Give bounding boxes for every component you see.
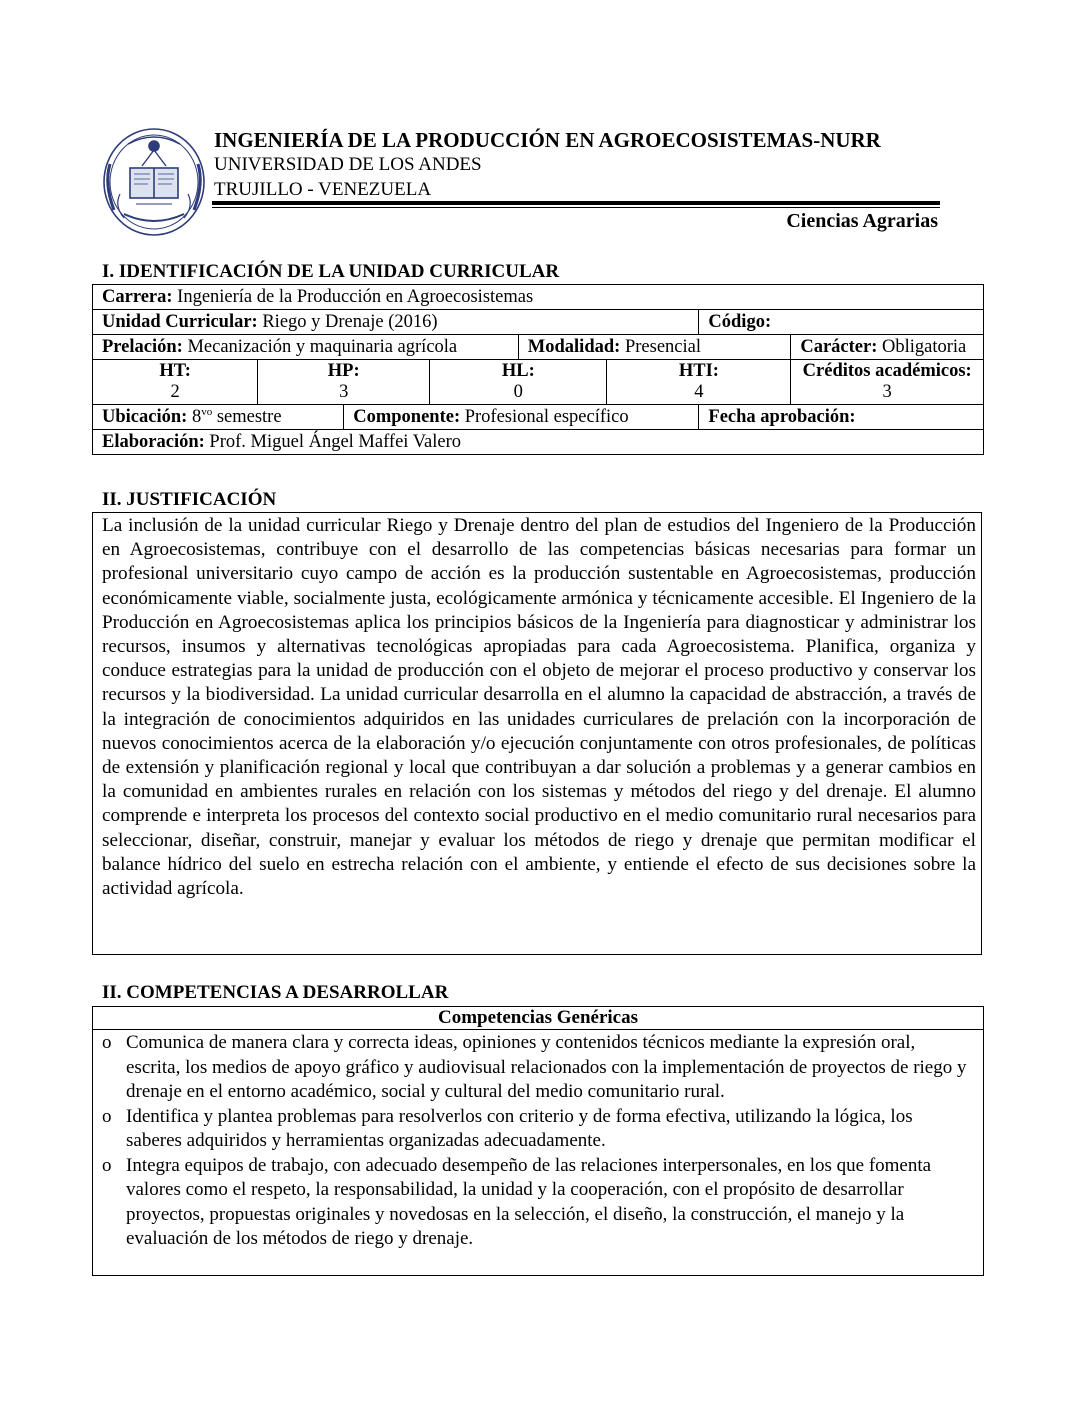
row-unidad <box>93 310 984 335</box>
list-item: o Identifica y plantea problemas para resolverlos con criterio y de forma efectiva, utilizando la lógica, los saberes adquiridos y herramientas organizadas adecuadamente. <box>102 1105 913 1151</box>
bullet-icon: o <box>102 1105 112 1127</box>
identification-table <box>92 284 984 455</box>
list-item: o Comunica de manera clara y correcta ideas, opiniones y contenidos técnicos mediante la expresión oral, escrita, los medios de apoyo gráfico y audiovisual relacionados con la implementación de proyectos de riego y drenaje en el entorno académico, social y cultural del medio comunitario rural. <box>102 1032 967 1102</box>
cell-hti: HTI: 4 <box>607 360 791 405</box>
university-name: UNIVERSIDAD DE LOS ANDES <box>214 154 482 175</box>
faculty-name: Ciencias Agrarias <box>786 210 938 232</box>
cell-ht: HT: 2 <box>93 360 258 405</box>
cell-fecha: Fecha aprobación: <box>699 405 984 430</box>
cell-prelacion: Prelación: Mecanización y maquinaria agrícola <box>93 335 519 360</box>
header-rule-thin <box>212 207 940 208</box>
cell-elaboracion: Elaboración: Prof. Miguel Ángel Maffei Valero <box>93 430 984 455</box>
row-carrera <box>93 285 984 310</box>
header-rule-thick <box>212 201 940 205</box>
cell-ubicacion: Ubicación: $8^{vo}$ semestre <box>93 405 344 430</box>
section-justification-title: II. JUSTIFICACIÓN <box>102 489 277 510</box>
section-identification-title: I. IDENTIFICACIÓN DE LA UNIDAD CURRICULAR <box>102 261 560 282</box>
bullet-icon: o <box>102 1154 112 1176</box>
cell-unidad: Unidad Curricular: Riego y Drenaje (2016) <box>93 310 699 335</box>
cell-caracter: Carácter: Obligatoria <box>791 335 984 360</box>
competencies-header: Competencias Genéricas <box>92 1006 984 1030</box>
justification-text: La inclusión de la unidad curricular Riego y Drenaje dentro del plan de estudios del Ingeniero de la Producción en Agroecosistemas, contribuye con el desarrollo de las competencias básicas necesarias para formar un profesional universitario cuyo campo de acción es la producción sustentable en Agroecosistemas, producción económicamente viable, socialmente justa, ecológicamente armónica y técnicamente accesible. El Ingeniero de la Producción en Agroecosistemas aplica los principios básicos de la Ingeniería para diagnosticar y administrar los recursos, insumos y alternativas tecnológicas apropiadas para cada Agroecosistema. Planifica, organiza y conduce estrategias para la unidad de producción con el objeto de mejorar el proceso productivo y conservar los recursos y la biodiversidad. La unidad curricular desarrolla en el alumno la capacidad de abstracción, a través de la integración de conocimientos adquiridos en las unidades curriculares de prelación con la incorporación de nuevos conocimientos acerca de la elaboración y/o ejecución conjuntamente con otros profesionales, de políticas de extensión y planificación regional y local que contribuyan a dar solución a problemas y a generar cambios en la comunidad en ambientes rurales en relación con los sistemas y métodos del riego y del drenaje. El alumno comprende e interpreta los procesos del contexto social productivo en el medio comunitario rural necesarios para seleccionar, diseñar, construir, manejar y evaluar los métodos de riego y drenaje que permitan modificar el balance hídrico del suelo en estrecha relación con el ambiente, y entiende el efecto de sus decisiones sobre la actividad agrícola. <box>102 515 976 900</box>
cell-hp: HP: 3 <box>258 360 430 405</box>
bullet-icon: o <box>102 1032 112 1053</box>
list-item: o Integra equipos de trabajo, con adecuado desempeño de las relaciones interpersonales, en los que fomenta valores como el respeto, la responsabilidad, la unidad y la cooperación, con el propósito de desarrollar proyectos, propuestas originales y novedosas en la selección, el diseño, la construcción, el manejo y la evaluación de los métodos de riego y drenaje. <box>102 1154 932 1249</box>
row-hours <box>93 360 984 405</box>
section-competencies-title: II. COMPETENCIAS A DESARROLLAR <box>102 982 449 1003</box>
cell-codigo: Código: <box>699 310 984 335</box>
cell-componente: Componente: Profesional específico <box>344 405 699 430</box>
row-prelacion <box>93 335 984 360</box>
program-title: INGENIERÍA DE LA PRODUCCIÓN EN AGROECOSISTEMAS-NURR <box>214 128 881 152</box>
row-elaboracion <box>93 430 984 455</box>
cell-hl: HL: 0 <box>430 360 607 405</box>
location-name: TRUJILLO - VENEZUELA <box>214 179 432 200</box>
row-ubicacion <box>93 405 984 430</box>
competencies-list <box>102 1031 972 1252</box>
cell-carrera: Carrera: Ingeniería de la Producción en Agroecosistemas <box>93 285 984 310</box>
cell-modalidad: Modalidad: Presencial <box>518 335 791 360</box>
cell-creditos: Créditos académicos: 3 <box>791 360 984 405</box>
university-seal-logo <box>100 124 208 238</box>
